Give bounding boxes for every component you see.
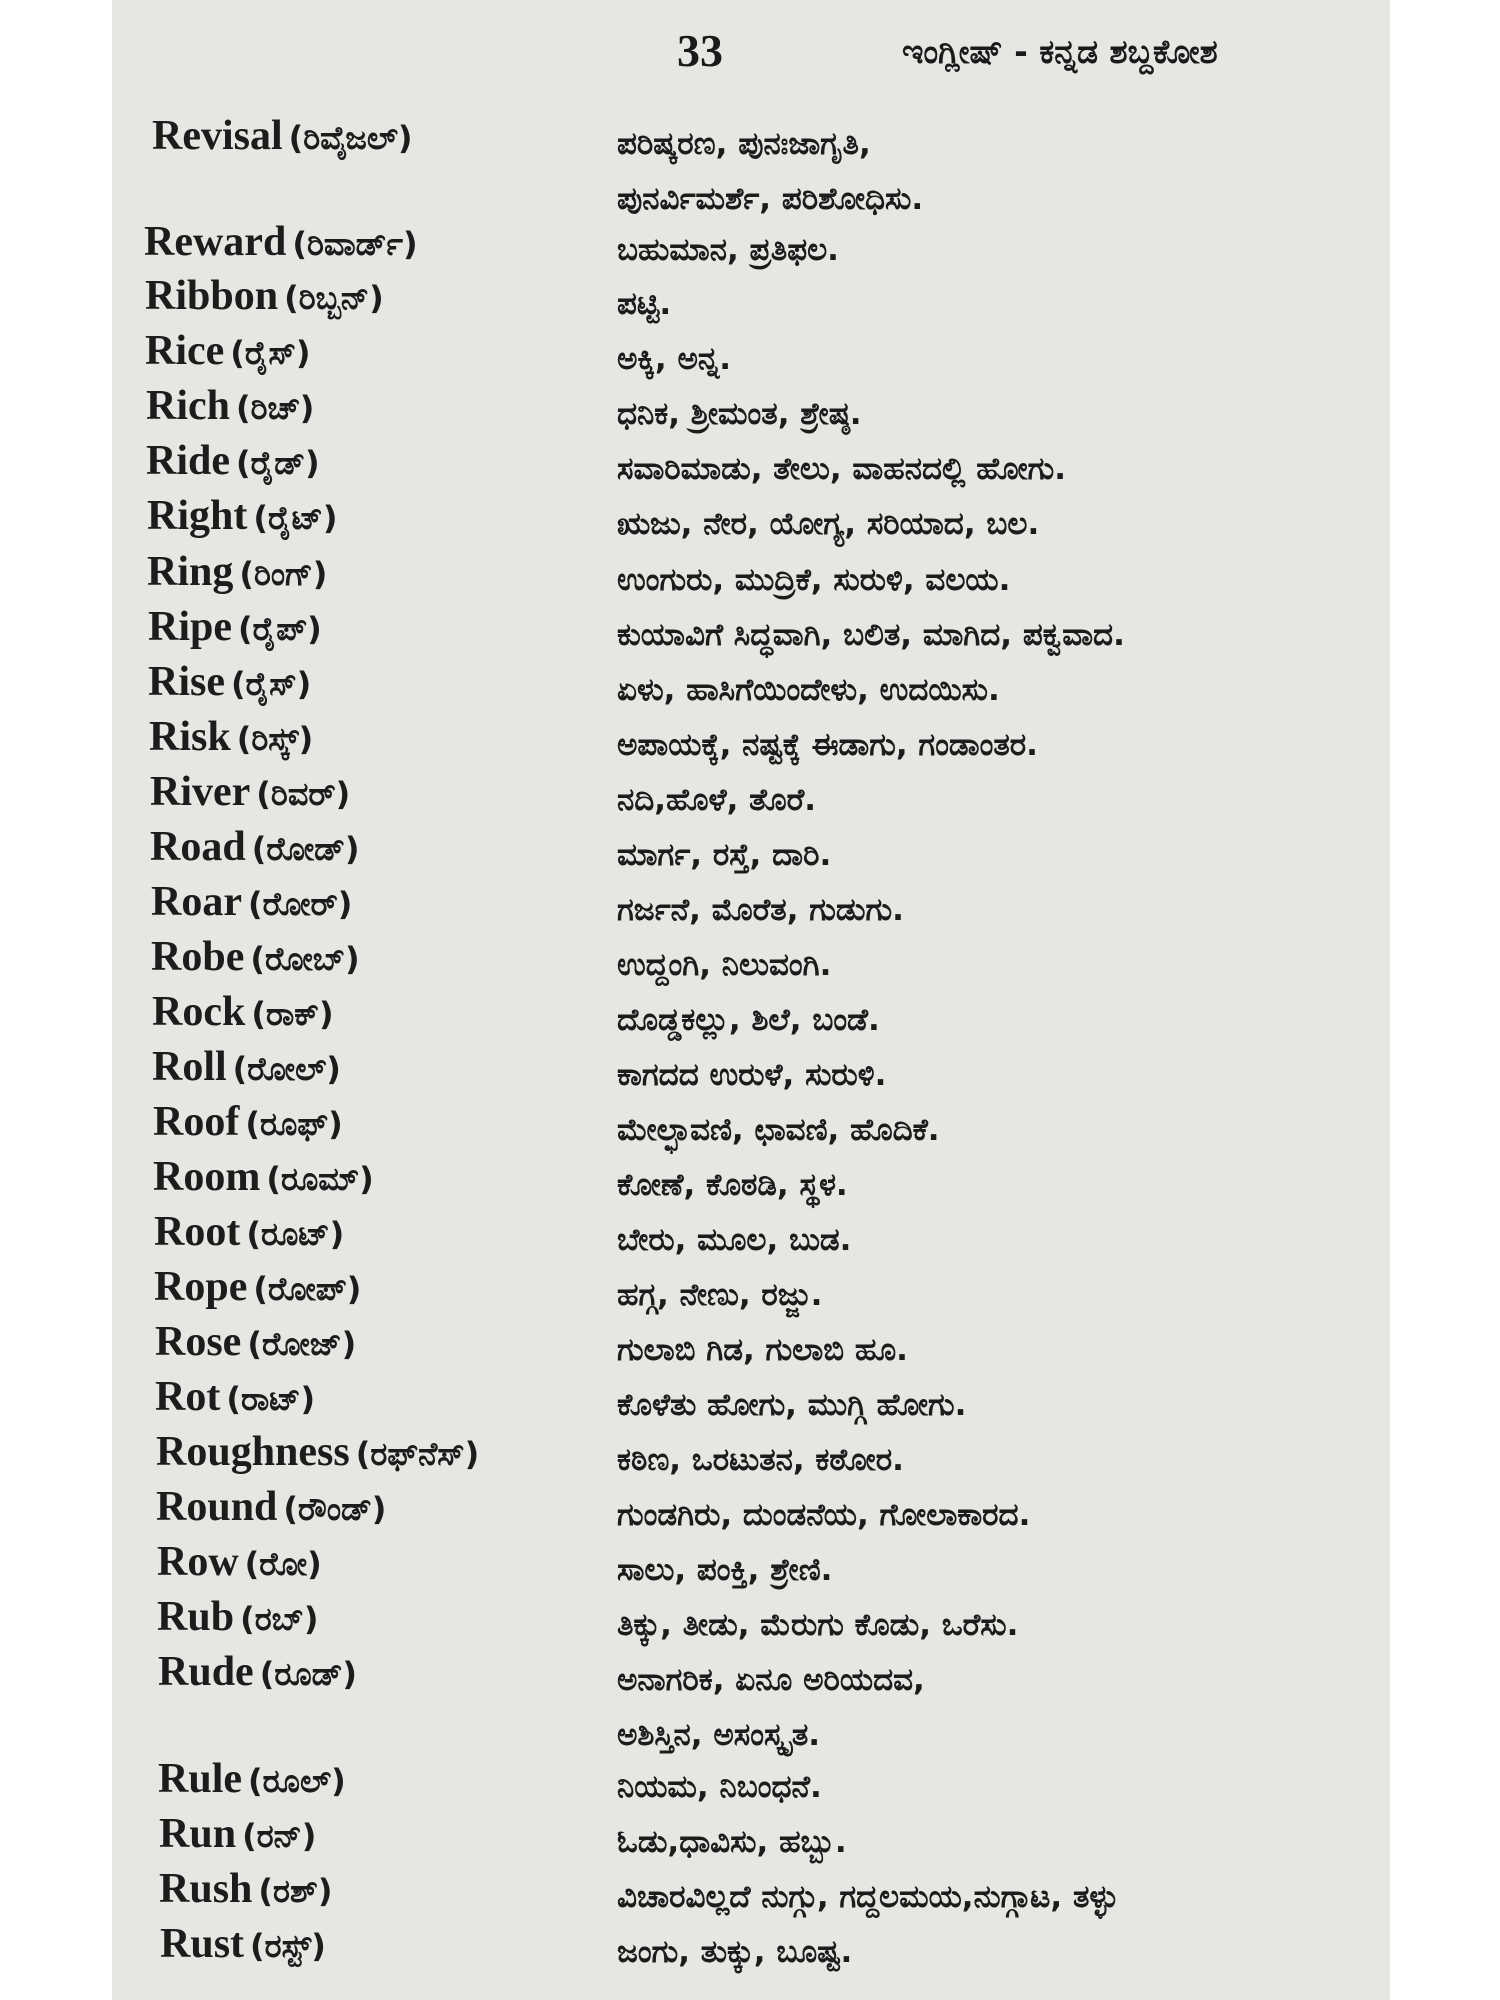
headword-english: Rich (146, 383, 230, 429)
meanings (617, 442, 1487, 497)
meaning-line: ಜಂಗು, ತುಕ್ಕು, ಬೂಷ್ಟ. (617, 1934, 853, 1970)
meaning-line: ಹಗ್ಗ, ನೇಣು, ರಜ್ಜು. (617, 1277, 823, 1313)
headword-pronunciation: (ರಿಸ್ಕ್) (236, 720, 314, 758)
meanings (617, 553, 1487, 608)
headword (153, 1153, 374, 1201)
meanings (617, 1433, 1487, 1488)
headword-pronunciation: (ರಶ್) (258, 1872, 333, 1910)
headword-pronunciation: (ರಿವೈಜಲ್) (288, 119, 413, 157)
meanings (617, 663, 1487, 718)
headword (159, 1865, 333, 1913)
headword-english: Rust (160, 1921, 245, 1967)
headword-pronunciation: (ರೋರ್) (247, 885, 353, 923)
meaning-line: ಕಾಗದದ ಉರುಳೆ, ಸುರುಳಿ. (617, 1057, 887, 1093)
meaning-line: ಉದ್ದಂಗಿ, ನಿಲುವಂಗಿ. (617, 947, 832, 983)
headword-english: Rice (145, 328, 225, 374)
headword-english: Ride (146, 438, 230, 484)
headword (154, 1263, 361, 1311)
headword-english: Rose (155, 1319, 242, 1365)
headword (145, 272, 384, 320)
headword-pronunciation: (ರೈಸ್) (230, 334, 311, 372)
meaning-line: ಪರಿಷ್ಕರಣ, ಪುನಃಜಾಗೃತಿ, (617, 126, 871, 162)
meanings (617, 1213, 1487, 1268)
headword-english: River (150, 769, 251, 815)
meanings (617, 1268, 1487, 1323)
page-number: 33 (677, 25, 723, 76)
headword-pronunciation: (ರಬ್) (240, 1600, 319, 1638)
headword (146, 382, 314, 430)
headword (156, 1483, 386, 1531)
meaning-line: ಅನಾಗರಿಕ, ಏನೂ ಅರಿಯದವ, (617, 1662, 925, 1698)
headword-pronunciation: (ರನ್) (242, 1817, 317, 1855)
headword (147, 492, 338, 540)
meaning-line: ಅಕ್ಕಿ, ಅನ್ನ. (617, 341, 732, 377)
headword-pronunciation: (ರೋಲ್) (232, 1050, 341, 1088)
meaning-line: ಅಶಿಸ್ತಿನ, ಅಸಂಸ್ಕೃತ. (617, 1717, 821, 1753)
headword-english: Row (157, 1539, 239, 1585)
headword (147, 548, 327, 596)
headword-english: Ring (147, 549, 234, 595)
headword-pronunciation: (ರೈಟ್) (253, 499, 338, 537)
headword-pronunciation: (ರೌಂಡ್) (283, 1490, 387, 1528)
headword (148, 603, 322, 651)
dictionary-page (112, 0, 1390, 2000)
meaning-line: ಮಾರ್ಗ, ರಸ್ತೆ, ದಾರಿ. (617, 837, 832, 873)
meanings (617, 1488, 1487, 1543)
headword (144, 218, 418, 266)
meanings (617, 1543, 1487, 1598)
meanings (617, 883, 1487, 938)
headword (158, 1648, 357, 1696)
headword-pronunciation: (ರೋಪ್) (253, 1270, 362, 1308)
headword-english: Room (153, 1154, 261, 1200)
headword-pronunciation: (ರೂಟ್) (246, 1215, 345, 1253)
headword-english: Rush (159, 1866, 253, 1912)
meaning-line: ಬೇರು, ಮೂಲ, ಬುಡ. (617, 1222, 852, 1258)
headword-pronunciation: (ರೈಪ್) (238, 610, 322, 648)
headword-english: Ripe (148, 604, 232, 650)
meanings (617, 718, 1487, 773)
headword-pronunciation: (ರೋಬ್) (250, 940, 360, 978)
headword-english: Reward (144, 219, 287, 265)
headword-english: Ribbon (145, 273, 279, 319)
meaning-line: ಕೋಣೆ, ಕೊಠಡಿ, ಸ್ಥಳ. (617, 1167, 848, 1203)
meaning-line: ಪುನರ್ವಿಮರ್ಶೆ, ಪರಿಶೋಧಿಸು. (617, 181, 924, 217)
headword-english: Round (156, 1484, 278, 1530)
headword-english: Rule (158, 1756, 242, 1802)
headword (160, 1920, 326, 1968)
headword-english: Rise (148, 659, 225, 705)
meanings (617, 1378, 1487, 1433)
headword-pronunciation: (ರೈಡ್) (236, 444, 320, 482)
meanings (617, 497, 1487, 552)
headword-pronunciation: (ರೂಲ್) (248, 1762, 346, 1800)
headword-english: Risk (149, 714, 231, 760)
entry-list (112, 0, 1390, 2000)
meaning-line: ಓಡು,ಧಾವಿಸು, ಹಬ್ಬು. (617, 1824, 847, 1860)
headword-english: Rot (155, 1374, 221, 1420)
headword (159, 1810, 316, 1858)
meaning-line: ಏಳು, ಹಾಸಿಗೆಯಿಂದೇಳು, ಉದಯಿಸು. (617, 672, 1000, 708)
meaning-line: ಮೇಲ್ಛಾವಣಿ, ಛಾವಣಿ, ಹೊದಿಕೆ. (617, 1112, 940, 1148)
headword-english: Root (154, 1209, 241, 1255)
meaning-line: ನದಿ,ಹೊಳೆ, ತೊರೆ. (617, 782, 817, 818)
meanings (617, 1323, 1487, 1378)
meaning-line: ತಿಕ್ಕು, ತೀಡು, ಮೆರುಗು ಕೊಡು, ಒರೆಸು. (617, 1607, 1019, 1643)
headword-pronunciation: (ರೂಡ್) (259, 1655, 358, 1693)
headword-pronunciation: (ರೈಸ್) (231, 665, 312, 703)
headword (158, 1755, 346, 1803)
headword (157, 1538, 322, 1586)
headword-pronunciation: (ರಸ್ಟ್) (250, 1927, 326, 1965)
meanings (617, 1815, 1487, 1870)
headword (152, 1043, 341, 1091)
meanings (617, 1925, 1487, 1980)
headword (155, 1318, 356, 1366)
meaning-line: ಪಟ್ಟಿ. (617, 286, 672, 322)
headword-english: Robe (151, 934, 245, 980)
headword-english: Road (150, 824, 246, 870)
headword (155, 1373, 315, 1421)
meaning-line: ಬಹುಮಾನ, ಪ್ರತಿಫಲ. (617, 232, 839, 268)
meanings (617, 1048, 1487, 1103)
headword-english: Revisal (152, 113, 283, 159)
meanings (617, 1653, 1487, 1763)
headword-english: Roll (152, 1044, 227, 1090)
headword-pronunciation: (ರಿವಾರ್ಡ್) (292, 225, 418, 263)
headword (150, 823, 360, 871)
meaning-line: ಅಪಾಯಕ್ಕೆ, ನಷ್ಟಕ್ಕೆ ಈಡಾಗು, ಗಂಡಾಂತರ. (617, 727, 1038, 763)
meanings (617, 1870, 1487, 1925)
meanings (617, 1103, 1487, 1158)
headword-pronunciation: (ರೋಜ್) (247, 1325, 357, 1363)
headword (151, 878, 352, 926)
meaning-line: ಗರ್ಜನೆ, ಮೊರೆತ, ಗುಡುಗು. (617, 892, 904, 928)
meanings (617, 938, 1487, 993)
headword (154, 1208, 344, 1256)
meaning-line: ದೊಡ್ಡಕಲ್ಲು, ಶಿಲೆ, ಬಂಡೆ. (617, 1002, 880, 1038)
headword-pronunciation: (ರಿಬ್ಬನ್) (284, 279, 384, 317)
headword (145, 327, 311, 375)
headword (149, 713, 313, 761)
headword-english: Right (147, 493, 248, 539)
meaning-line: ನಿಯಮ, ನಿಬಂಧನೆ. (617, 1769, 822, 1805)
meanings (617, 387, 1487, 442)
headword-english: Run (159, 1811, 237, 1857)
headword-pronunciation: (ರಾಕ್) (251, 995, 334, 1033)
headword-english: Roar (151, 879, 242, 925)
meaning-line: ವಿಚಾರವಿಲ್ಲದೆ ನುಗ್ಗು, ಗದ್ದಲಮಯ,ನುಗ್ಗಾಟ, ತಳ್ಳು (617, 1879, 1119, 1915)
meaning-line: ಧನಿಕ, ಶ್ರೀಮಂತ, ಶ್ರೇಷ್ಠ. (617, 396, 862, 432)
headword-pronunciation: (ರೂಫ್) (245, 1105, 343, 1143)
headword-pronunciation: (ರಫ್‌ನೆಸ್) (355, 1435, 480, 1473)
headword-pronunciation: (ರೋಡ್) (251, 830, 360, 868)
headword-english: Roof (153, 1099, 240, 1145)
meanings (617, 1158, 1487, 1213)
headword-pronunciation: (ರಿಚ್) (236, 389, 315, 427)
meaning-line: ಗುಂಡಗಿರು, ದುಂಡನೆಯ, ಗೋಲಾಕಾರದ. (617, 1497, 1031, 1533)
headword (148, 658, 311, 706)
headword-english: Rub (157, 1594, 235, 1640)
headword-pronunciation: (ರೋ) (244, 1545, 322, 1583)
headword (156, 1428, 479, 1476)
headword (153, 1098, 343, 1146)
headword-pronunciation: (ರಾಟ್) (226, 1380, 316, 1418)
headword (157, 1593, 318, 1641)
headword-english: Rock (152, 989, 246, 1035)
meanings (617, 1598, 1487, 1653)
meaning-line: ಕೊಳೆತು ಹೋಗು, ಮುಗ್ಗಿ ಹೋಗು. (617, 1387, 967, 1423)
meanings (617, 993, 1487, 1048)
headword (152, 988, 334, 1036)
meanings (617, 117, 1487, 227)
meaning-line: ಕುಯಾವಿಗೆ ಸಿದ್ಧವಾಗಿ, ಬಲಿತ, ಮಾಗಿದ, ಪಕ್ವವಾದ. (617, 617, 1125, 653)
meanings (617, 1760, 1487, 1815)
meaning-line: ಕಠಿಣ, ಒರಟುತನ, ಕಠೋರ. (617, 1442, 904, 1478)
meaning-line: ಉಂಗುರು, ಮುದ್ರಿಕೆ, ಸುರುಳಿ, ವಲಯ. (617, 562, 1011, 598)
meanings (617, 223, 1487, 278)
meaning-line: ಸಾಲು, ಪಂಕ್ತಿ, ಶ್ರೇಣಿ. (617, 1552, 833, 1588)
headword-pronunciation: (ರಿವರ್) (256, 775, 351, 813)
meaning-line: ಸವಾರಿಮಾಡು, ತೇಲು, ವಾಹನದಲ್ಲಿ ಹೋಗು. (617, 451, 1067, 487)
meaning-line: ಋಜು, ನೇರ, ಯೋಗ್ಯ, ಸರಿಯಾದ, ಬಲ. (617, 506, 1040, 542)
headword-pronunciation: (ರೂಮ್) (266, 1160, 374, 1198)
meaning-line: ಗುಲಾಬಿ ಗಿಡ, ಗುಲಾಬಿ ಹೂ. (617, 1332, 908, 1368)
headword (150, 768, 350, 816)
headword-english: Roughness (156, 1429, 350, 1475)
headword (152, 112, 413, 160)
meanings (617, 277, 1487, 332)
headword (146, 437, 320, 485)
meanings (617, 332, 1487, 387)
headword (151, 933, 360, 981)
meanings (617, 773, 1487, 828)
headword-english: Rope (154, 1264, 248, 1310)
headword-pronunciation: (ರಿಂಗ್) (239, 555, 328, 593)
headword-english: Rude (158, 1649, 254, 1695)
book-title: ಇಂಗ್ಲೀಷ್ - ಕನ್ನಡ ಶಬ್ದಕೋಶ (902, 32, 1218, 71)
meanings (617, 828, 1487, 883)
meanings (617, 608, 1487, 663)
